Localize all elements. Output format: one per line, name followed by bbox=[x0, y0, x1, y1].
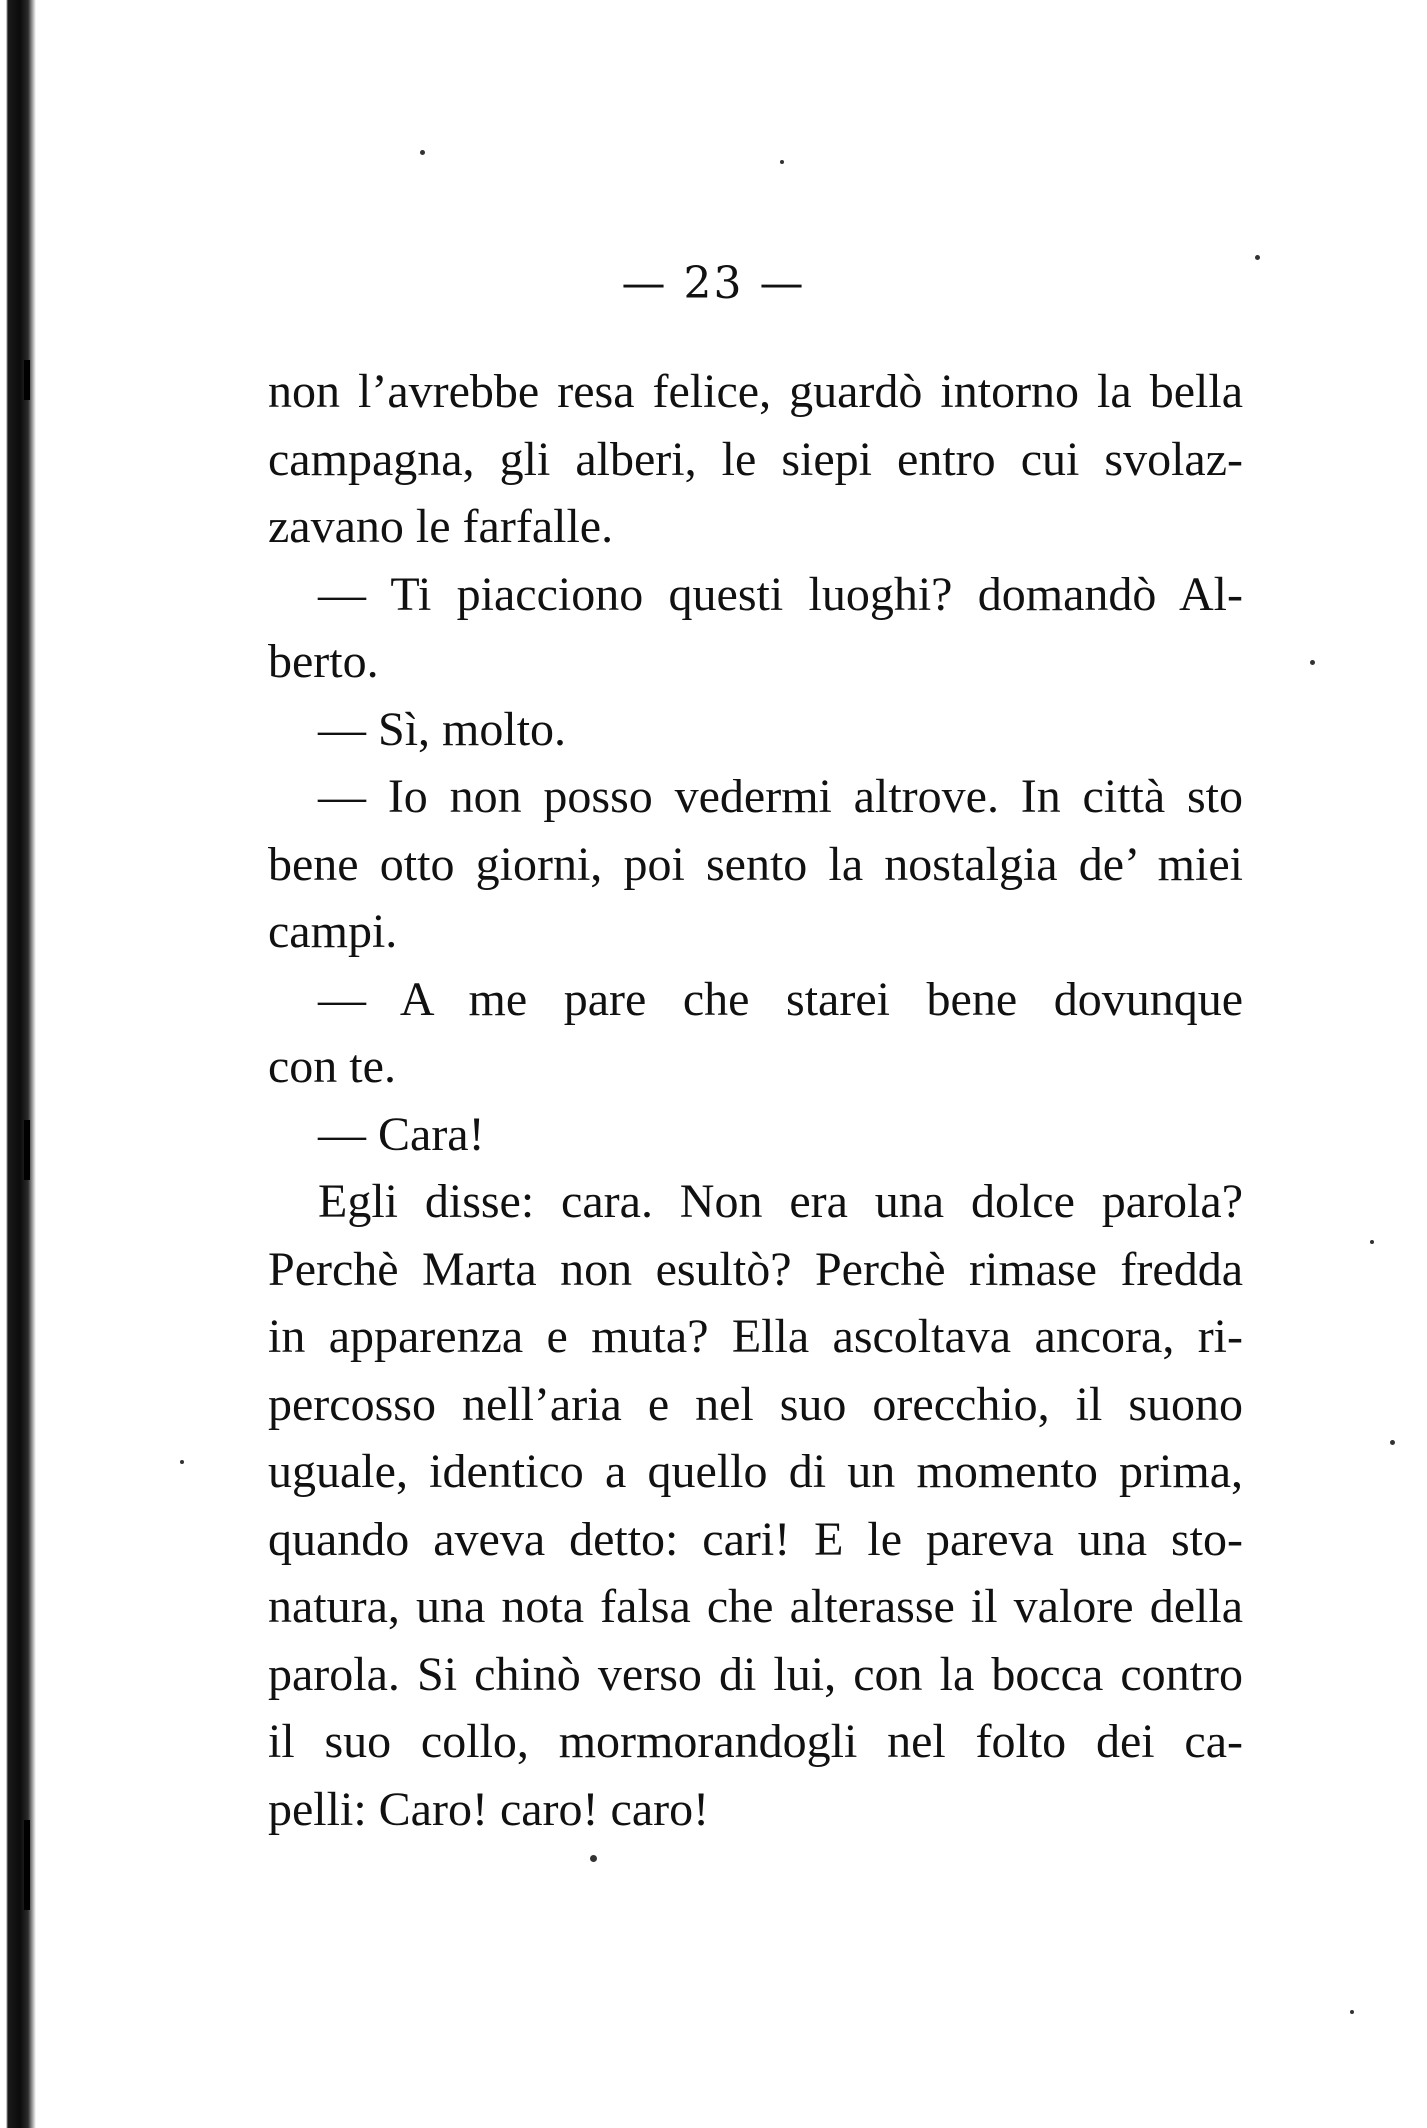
spine-mark bbox=[24, 360, 30, 400]
text-line: il suo collo, mormorandogli nel folto dei ca- bbox=[268, 1715, 1243, 1768]
scan-speck bbox=[1370, 1240, 1374, 1244]
text-line: — A me pare che starei bene dovunque bbox=[318, 972, 1243, 1026]
scan-speck bbox=[180, 1460, 184, 1464]
text-line: uguale, identico a quello di un momento prima, bbox=[268, 1445, 1243, 1498]
spine-mark bbox=[24, 1820, 30, 1910]
scan-speck bbox=[420, 150, 425, 155]
body-text bbox=[268, 358, 1243, 1843]
page-number: — 23 — bbox=[621, 258, 806, 309]
book-spine-shadow bbox=[0, 0, 36, 2128]
text-line: bene otto giorni, poi sento la nostalgia de’ miei bbox=[268, 837, 1243, 891]
scan-speck bbox=[1255, 255, 1260, 260]
text-line: natura, una nota falsa che alterasse il valore della bbox=[268, 1580, 1243, 1633]
scan-speck bbox=[590, 1855, 597, 1862]
text-line: con te. bbox=[268, 1040, 396, 1093]
text-line: — Io non posso vedermi altrove. In città sto bbox=[318, 770, 1243, 823]
text-line: in apparenza e muta? Ella ascoltava ancora, ri- bbox=[268, 1310, 1243, 1363]
text-line: campi. bbox=[268, 905, 398, 958]
text-line: Egli disse: cara. Non era una dolce parola? bbox=[318, 1175, 1243, 1228]
text-line: pelli: Caro! caro! caro! bbox=[268, 1782, 710, 1836]
text-line: campagna, gli alberi, le siepi entro cui svolaz- bbox=[268, 432, 1243, 486]
text-line: berto. bbox=[268, 635, 379, 688]
scan-speck bbox=[1390, 1440, 1395, 1445]
text-line: Perchè Marta non esultò? Perchè rimase fredda bbox=[268, 1242, 1243, 1296]
text-line: quando aveva detto: cari! E le pareva una sto- bbox=[268, 1512, 1243, 1566]
text-line: — Ti piacciono questi luoghi? domandò Al- bbox=[318, 567, 1243, 621]
scan-speck bbox=[1350, 2010, 1354, 2014]
scan-speck bbox=[1310, 660, 1315, 665]
text-line: non l’avrebbe resa felice, guardò intorno la bella bbox=[268, 365, 1243, 418]
scan-speck bbox=[780, 160, 784, 164]
text-line: percosso nell’aria e nel suo orecchio, il suono bbox=[268, 1377, 1243, 1431]
text-line: — Cara! bbox=[318, 1107, 485, 1161]
text-line: parola. Si chinò verso di lui, con la bocca contro bbox=[268, 1647, 1243, 1701]
spine-mark bbox=[24, 1120, 30, 1180]
text-line: zavano le farfalle. bbox=[268, 500, 614, 553]
text-line: — Sì, molto. bbox=[318, 702, 567, 756]
